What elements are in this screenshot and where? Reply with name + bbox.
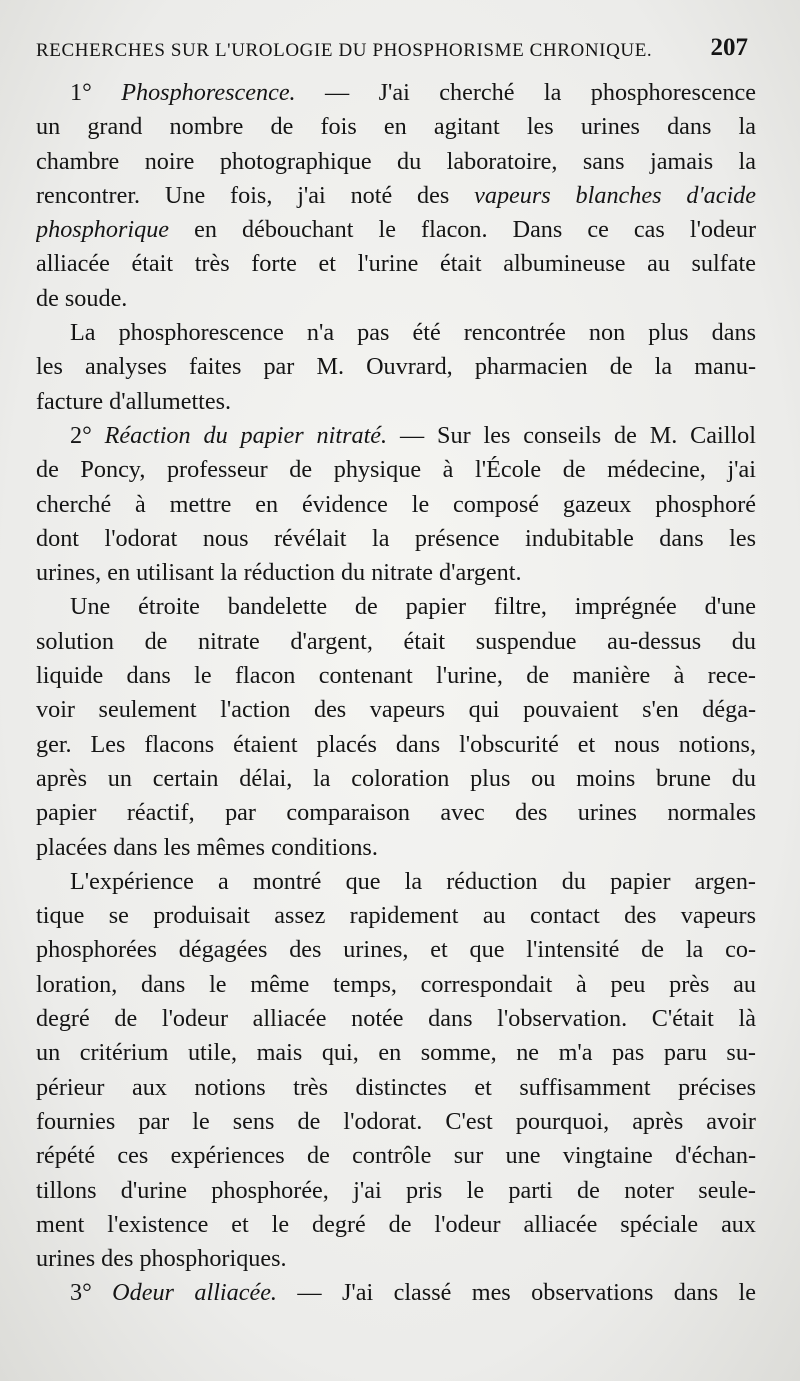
text-run: tique se produisait assez rapidement au contact des vapeurs: [36, 902, 756, 930]
text-line: [36, 350, 756, 384]
text-line: [36, 453, 756, 487]
text-line: [36, 659, 756, 693]
text-line: [36, 762, 756, 796]
text-run: en débouchant le flacon. Dans ce cas l'odeur: [169, 216, 756, 244]
text-line: [36, 1242, 756, 1276]
text-line: [36, 488, 756, 522]
text-run: après un certain délai, la coloration plus ou moins brune du: [36, 764, 756, 792]
text-line: [36, 968, 756, 1002]
text-run: papier réactif, par comparaison avec des urines normales: [36, 799, 756, 827]
text-run: urines, en utilisant la réduction du nitrate d'argent.: [36, 559, 522, 587]
text-line: [36, 590, 756, 624]
text-line: [36, 316, 756, 350]
text-run: — J'ai classé mes observations dans le: [276, 1279, 756, 1307]
text-line: [36, 1276, 756, 1310]
italic-text: vapeurs blanches d'acide: [474, 181, 756, 209]
text-line: [36, 385, 756, 419]
text-run: rencontrer. Une fois, j'ai noté des: [36, 181, 475, 209]
text-run: un grand nombre de fois en agitant les urines dans la: [36, 113, 756, 141]
text-run: solution de nitrate d'argent, était suspendue au-dessus du: [36, 627, 756, 655]
text-line: [36, 899, 756, 933]
text-run: ment l'existence et le degré de l'odeur alliacée spéciale aux: [36, 1210, 756, 1238]
text-run: 2°: [70, 421, 105, 449]
text-run: — Sur les conseils de M. Caillol: [387, 421, 756, 449]
text-line: [36, 76, 756, 110]
text-line: [36, 1174, 756, 1208]
text-line: [36, 728, 756, 762]
text-line: [36, 1105, 756, 1139]
text-run: ger. Les flacons étaient placés dans l'obscurité et nous notions,: [36, 730, 756, 758]
text-run: de Poncy, professeur de physique à l'École de médecine, j'ai: [36, 456, 756, 484]
text-run: dont l'odorat nous révélait la présence indubitable dans les: [36, 524, 756, 552]
text-line: [36, 247, 756, 281]
text-run: liquide dans le flacon contenant l'urine, de manière à rece-: [36, 662, 756, 690]
text-line: [36, 693, 756, 727]
text-run: — J'ai cherché la phosphorescence: [295, 79, 756, 106]
text-run: phosphorées dégagées des urines, et que l'intensité de la co-: [36, 936, 756, 964]
text-line: [36, 1002, 756, 1036]
italic-text: phosphorique: [36, 216, 170, 244]
text-line: [36, 145, 756, 179]
page-number: 207: [710, 34, 748, 61]
text-line: [36, 282, 756, 316]
text-run: alliacée était très forte et l'urine était albumineuse au sulfate: [36, 250, 756, 278]
text-run: les analyses faites par M. Ouvrard, pharmacien de la manu-: [36, 353, 756, 381]
text-line: [36, 1139, 756, 1173]
text-run: voir seulement l'action des vapeurs qui pouvaient s'en déga-: [36, 696, 756, 724]
text-line: [36, 831, 756, 865]
text-line: [36, 179, 756, 213]
page-header: [36, 34, 748, 70]
text-run: répété ces expériences de contrôle sur une vingtaine d'échan-: [36, 1142, 756, 1170]
text-run: 1°: [70, 79, 122, 106]
text-line: [36, 110, 756, 144]
italic-text: Odeur alliacée.: [112, 1279, 277, 1307]
text-run: de soude.: [36, 284, 128, 312]
text-run: chambre noire photographique du laboratoire, sans jamais la: [36, 147, 756, 175]
text-run: urines des phosphoriques.: [36, 1245, 287, 1273]
text-run: La phosphorescence n'a pas été rencontrée non plus dans: [70, 319, 756, 347]
running-title: RECHERCHES SUR L'UROLOGIE DU PHOSPHORISME CHRONIQUE.: [36, 40, 653, 61]
text-run: 3°: [70, 1279, 113, 1307]
text-run: placées dans les mêmes conditions.: [36, 833, 378, 861]
text-line: [36, 796, 756, 830]
text-run: L'expérience a montré que la réduction du papier argen-: [70, 867, 756, 895]
text-line: [36, 522, 756, 556]
text-run: loration, dans le même temps, correspondait à peu près au: [36, 970, 756, 998]
body-text: [36, 76, 756, 1311]
text-line: [36, 213, 756, 247]
text-line: [36, 865, 756, 899]
text-line: [36, 1071, 756, 1105]
text-run: fournies par le sens de l'odorat. C'est pourquoi, après avoir: [36, 1107, 756, 1135]
text-line: [36, 933, 756, 967]
text-line: [36, 1208, 756, 1242]
text-run: un critérium utile, mais qui, en somme, ne m'a pas paru su-: [36, 1039, 756, 1067]
text-line: [36, 1036, 756, 1070]
text-run: tillons d'urine phosphorée, j'ai pris le parti de noter seule-: [36, 1176, 756, 1204]
text-run: degré de l'odeur alliacée notée dans l'observation. C'était là: [36, 1005, 756, 1033]
text-line: [36, 419, 756, 453]
text-run: Une étroite bandelette de papier filtre, imprégnée d'une: [70, 593, 756, 621]
text-run: facture d'allumettes.: [36, 387, 232, 415]
text-run: cherché à mettre en évidence le composé gazeux phosphoré: [36, 490, 756, 518]
text-line: [36, 625, 756, 659]
text-line: [36, 556, 756, 590]
italic-text: Réaction du papier nitraté.: [104, 421, 388, 449]
italic-text: Phosphorescence.: [121, 79, 296, 106]
text-run: périeur aux notions très distinctes et suffisamment précises: [36, 1073, 756, 1101]
